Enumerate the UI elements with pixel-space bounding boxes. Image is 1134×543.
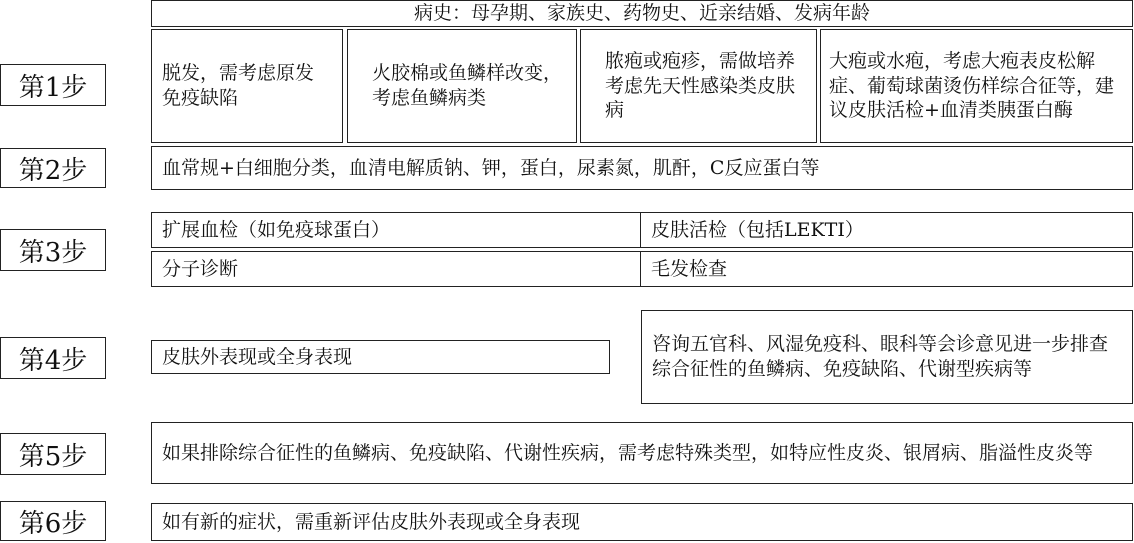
step3-molecular-text: 分子诊断 [162, 257, 239, 280]
step4-extracutaneous-box [151, 340, 610, 374]
step3-skin-biopsy-text: 皮肤活检（包括LEKTI） [651, 218, 864, 241]
step3-skin-biopsy-box [640, 212, 1133, 248]
step3-hair-exam-box [640, 251, 1133, 287]
step-label-6: 第6步 [0, 501, 106, 541]
history-box [151, 0, 1133, 27]
step1-pustule-box [580, 29, 817, 143]
step2-text: 血常规+白细胞分类，血清电解质钠、钾，蛋白，尿素氮，肌酐，C反应蛋白等 [162, 156, 820, 179]
step5-box [151, 422, 1133, 484]
step4-consultation-box [641, 310, 1133, 404]
step3-hair-exam-text: 毛发检查 [651, 257, 728, 280]
step1-bulla-box [820, 29, 1133, 143]
step6-box [151, 503, 1133, 541]
step-label-4: 第4步 [0, 337, 106, 379]
step-label-1: 第1步 [0, 64, 106, 106]
step3-blood-test-box [151, 212, 642, 248]
step1-bulla-text: 大疱或水疱，考虑大疱表皮松解症、葡萄球菌烫伤样综合征等，建议皮肤活检+血清类胰蛋白酶 [829, 49, 1115, 122]
step3-molecular-box [151, 251, 642, 287]
step4-extracutaneous-text: 皮肤外表现或全身表现 [162, 345, 353, 368]
step-label-2: 第2步 [0, 148, 106, 188]
step-label-5: 第5步 [0, 433, 106, 475]
step4-consultation-text: 咨询五官科、风湿免疫科、眼科等会诊意见进一步排查综合征性的鱼鳞病、免疫缺陷、代谢型疾病等 [652, 333, 1109, 380]
step5-text: 如果排除综合征性的鱼鳞病、免疫缺陷、代谢性疾病，需考虑特殊类型，如特应性皮炎、银屑病、脂溢性皮炎等 [162, 441, 1094, 464]
step6-text: 如有新的症状，需重新评估皮肤外表现或全身表现 [162, 510, 581, 533]
step-label-3: 第3步 [0, 229, 106, 271]
step1-collodion-box [347, 29, 577, 143]
step1-hair-loss-box [151, 29, 343, 143]
step3-blood-test-text: 扩展血检（如免疫球蛋白） [162, 218, 391, 241]
history-text: 病史：母孕期、家族史、药物史、近亲结婚、发病年龄 [413, 2, 870, 25]
step1-pustule-text: 脓疱或疱疹，需做培养考虑先天性感染类皮肤病 [605, 49, 796, 122]
step1-hair-loss-text: 脱发，需考虑原发免疫缺陷 [162, 62, 315, 109]
step1-collodion-text: 火胶棉或鱼鳞样改变，考虑鱼鳞病类 [372, 62, 563, 109]
step2-box [151, 146, 1133, 190]
